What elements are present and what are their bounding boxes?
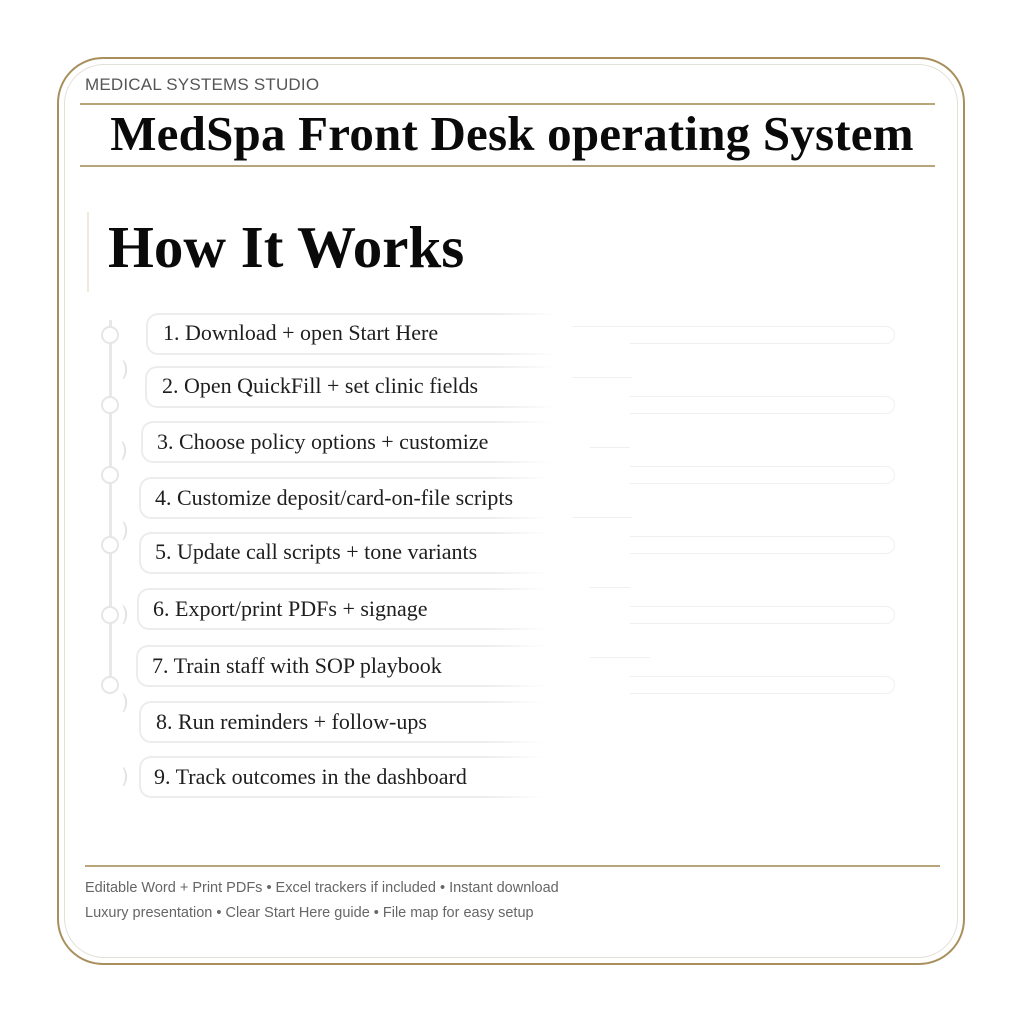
timeline-node-icon (101, 326, 119, 344)
decorative-line (590, 587, 630, 588)
timeline-node-icon (101, 606, 119, 624)
chevron-right-icon: ) (121, 690, 129, 714)
footer-features-line-2: Luxury presentation • Clear Start Here guide • File map for easy setup (85, 905, 534, 921)
timeline-node-icon (101, 466, 119, 484)
section-accent-line (87, 212, 89, 292)
step-label: 5. Update call scripts + tone variants (155, 539, 478, 564)
decorative-line (572, 377, 632, 378)
section-title: How It Works (108, 214, 465, 280)
step-label: 8. Run reminders + follow-ups (156, 709, 427, 734)
decorative-bar (630, 676, 895, 694)
timeline-rail (109, 320, 112, 685)
decorative-line (572, 517, 632, 518)
step-label: 1. Download + open Start Here (163, 320, 439, 345)
step-label: 7. Train staff with SOP playbook (152, 653, 442, 678)
chevron-right-icon: ) (121, 602, 129, 626)
step-label: 4. Customize deposit/card-on-file scripts (155, 485, 514, 510)
decorative-bar (630, 536, 895, 554)
decorative-line (572, 326, 632, 327)
timeline-node-icon (101, 676, 119, 694)
page-title: MedSpa Front Desk operating System (110, 106, 914, 161)
footer-features-line-1: Editable Word + Print PDFs • Excel trackers if included • Instant download (85, 880, 559, 896)
step-label: 9. Track outcomes in the dashboard (154, 764, 467, 789)
brand-label: MEDICAL SYSTEMS STUDIO (85, 75, 320, 94)
header-bottom-rule (80, 165, 935, 167)
chevron-right-icon: ) (120, 438, 128, 462)
chevron-right-icon: ) (121, 357, 129, 381)
chevron-right-icon: ) (121, 518, 129, 542)
decorative-bar (630, 606, 895, 624)
chevron-right-icon: ) (121, 764, 129, 788)
footer-rule (85, 865, 940, 867)
decorative-line (590, 447, 630, 448)
decorative-bar (630, 466, 895, 484)
decorative-line (590, 657, 650, 658)
step-label: 2. Open QuickFill + set clinic fields (162, 373, 479, 398)
step-label: 6. Export/print PDFs + signage (153, 596, 428, 621)
timeline-node-icon (101, 396, 119, 414)
decorative-bar (630, 326, 895, 344)
timeline-node-icon (101, 536, 119, 554)
decorative-bar (630, 396, 895, 414)
step-label: 3. Choose policy options + customize (157, 429, 489, 454)
